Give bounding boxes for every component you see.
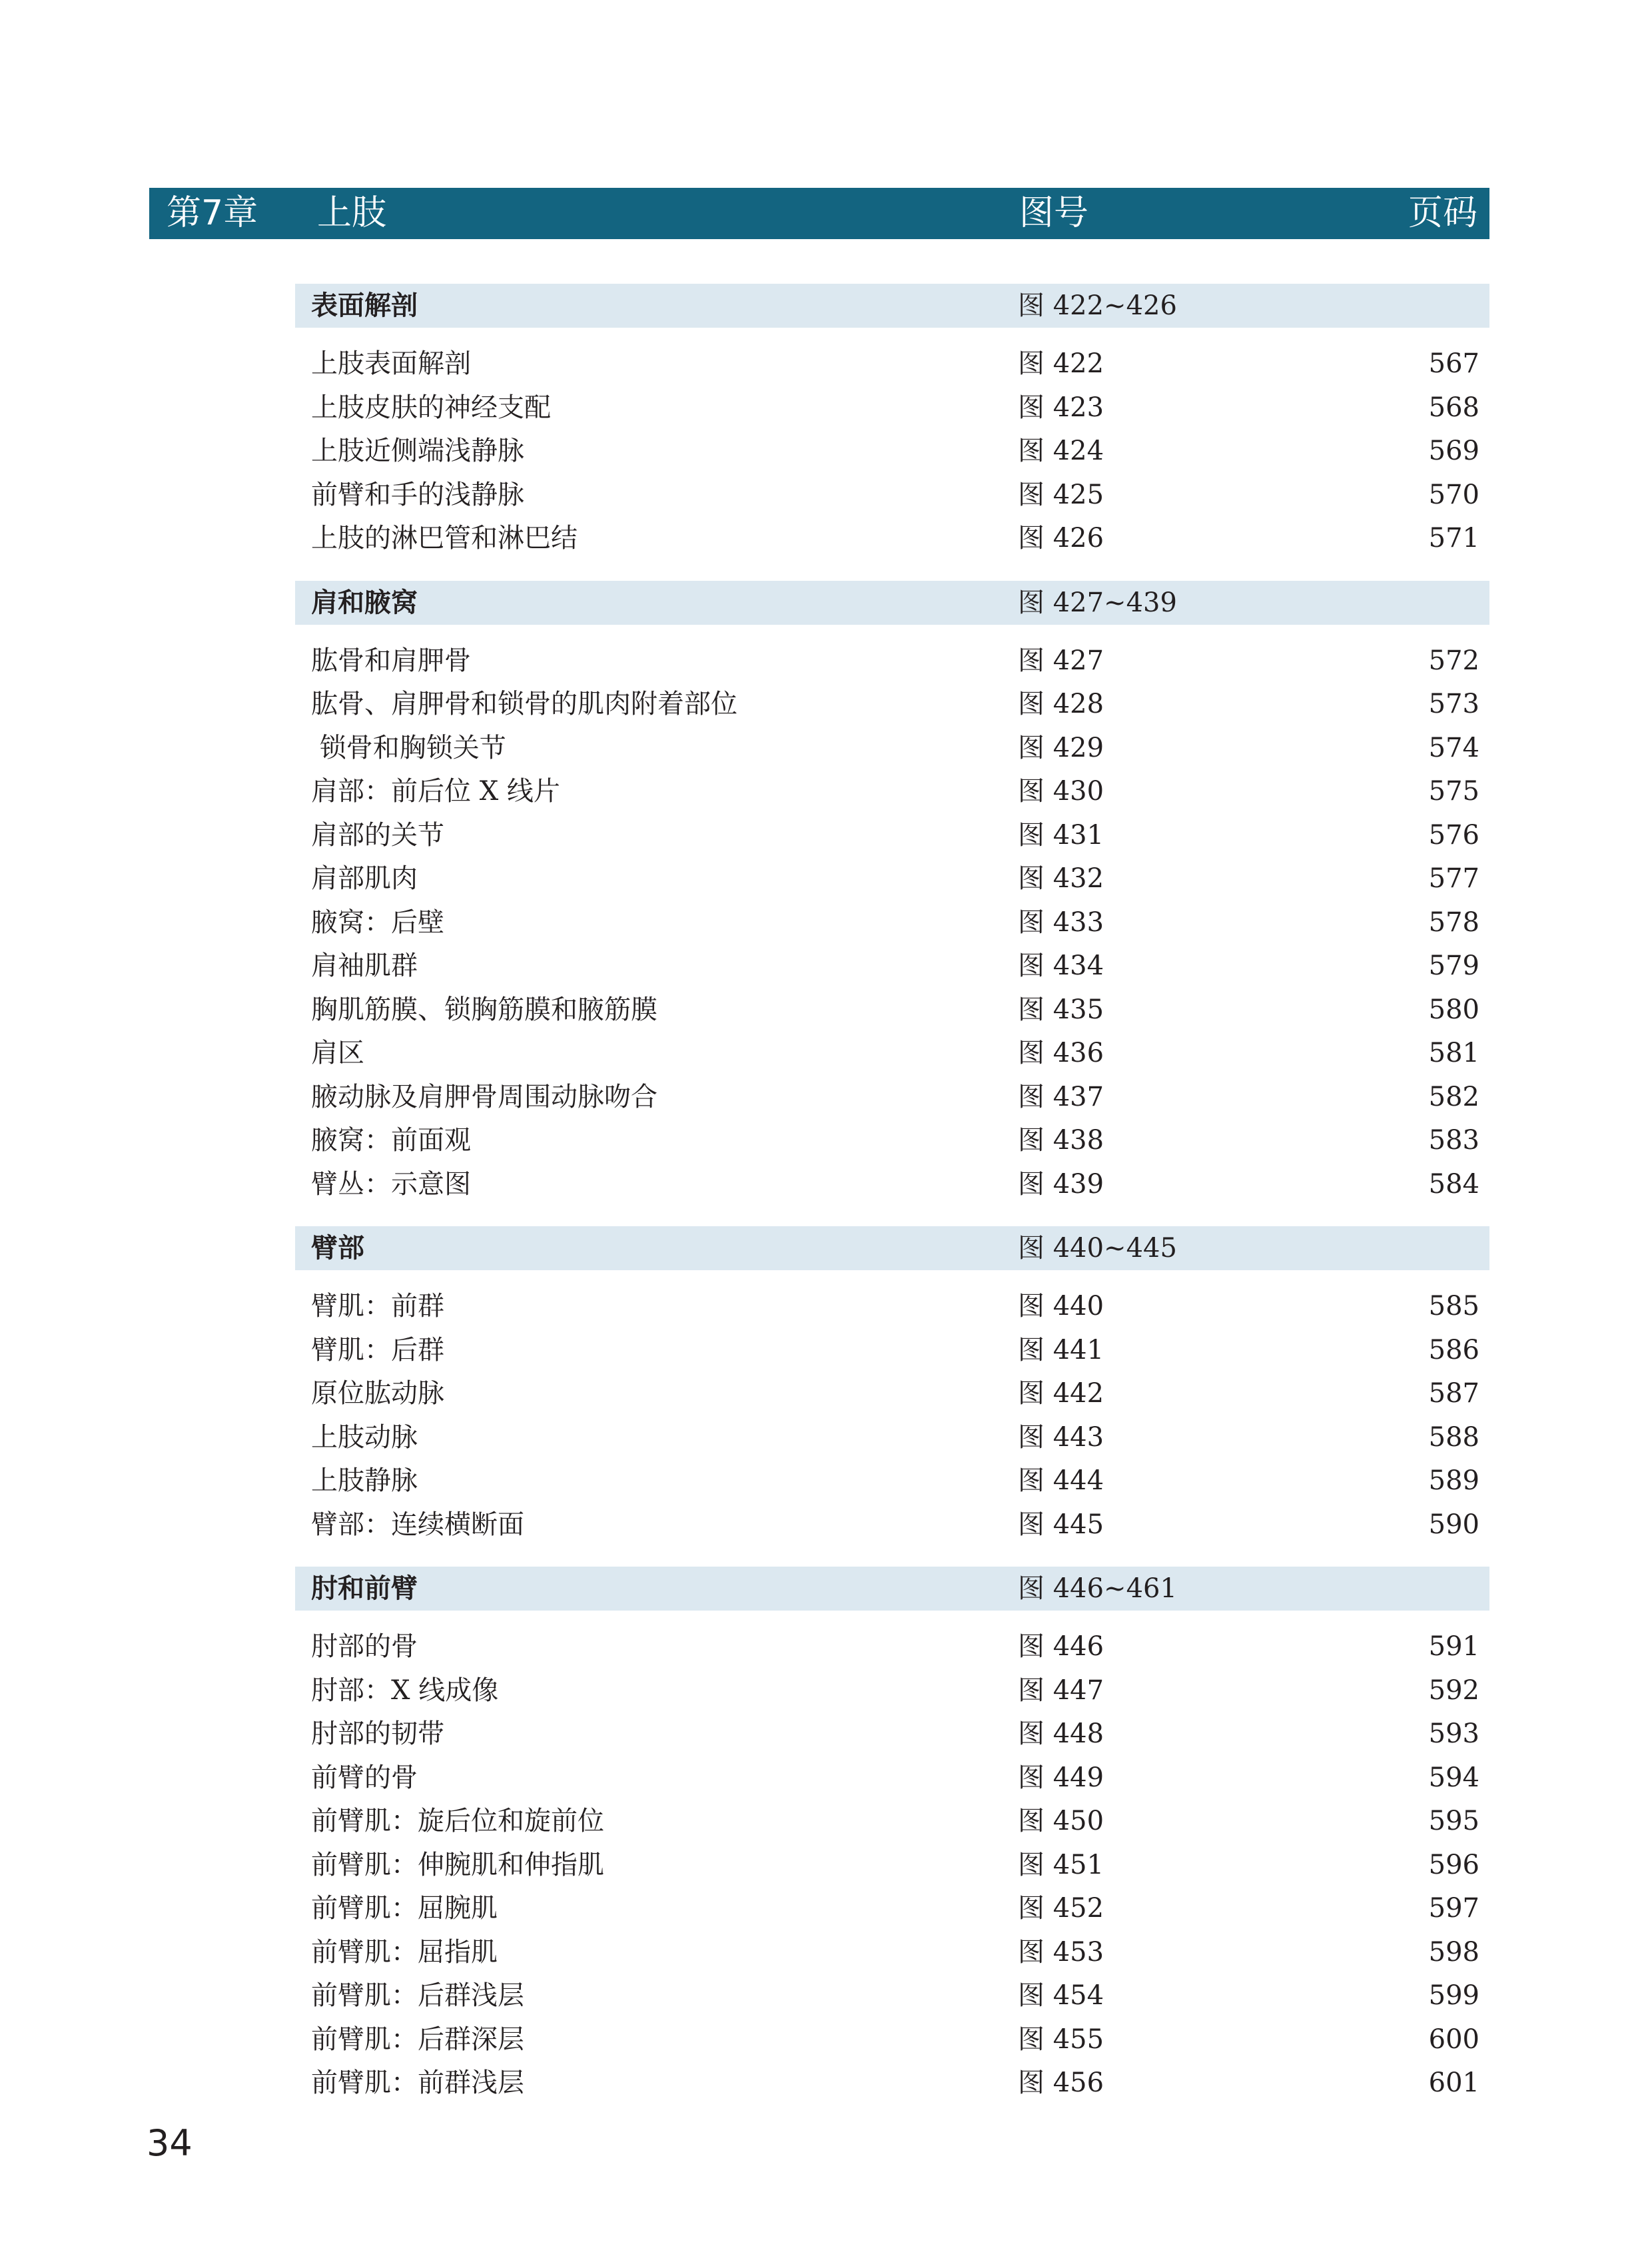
- entry-title: 前臂的骨: [311, 1762, 418, 1793]
- entry-figure: 图 434: [1018, 950, 1104, 981]
- entry-figure: 图 450: [1018, 1806, 1104, 1836]
- entry-page: 599: [1428, 1980, 1479, 2011]
- entry-title: 肘部的骨: [311, 1631, 418, 1662]
- entry-figure: 图 429: [1018, 732, 1104, 763]
- entry-figure: 图 446: [1018, 1631, 1104, 1662]
- entry-title: 肩袖肌群: [311, 950, 418, 981]
- entry-page: 590: [1428, 1509, 1479, 1540]
- entry-title: 肩部：前后位 X 线片: [311, 776, 560, 807]
- toc-entry[interactable]: [295, 342, 1489, 386]
- toc-entry[interactable]: [295, 517, 1489, 561]
- entry-title: 前臂肌：旋后位和旋前位: [311, 1806, 604, 1836]
- entry-title: 腋动脉及肩胛骨周围动脉吻合: [311, 1081, 657, 1112]
- entry-page: 567: [1428, 348, 1479, 379]
- entry-figure: 图 454: [1018, 1980, 1104, 2011]
- toc-entry[interactable]: [295, 1800, 1489, 1844]
- toc-entry[interactable]: [295, 1032, 1489, 1076]
- entry-title: 前臂肌：屈指肌: [311, 1936, 498, 1968]
- entry-title: 前臂肌：后群深层: [311, 2024, 524, 2055]
- section-title: 臂部: [311, 1233, 364, 1264]
- toc-entry[interactable]: [295, 1285, 1489, 1329]
- toc-section: [295, 1567, 1489, 2105]
- toc-entry[interactable]: [295, 1756, 1489, 1800]
- entry-page: 598: [1428, 1936, 1479, 1968]
- toc-entry[interactable]: [295, 1163, 1489, 1207]
- toc-entry[interactable]: [295, 1503, 1489, 1547]
- entry-figure: 图 442: [1018, 1378, 1104, 1409]
- entry-page: 594: [1428, 1762, 1479, 1793]
- toc-entry[interactable]: [295, 683, 1489, 727]
- entry-page: 582: [1428, 1081, 1479, 1112]
- entry-title: 肩区: [311, 1038, 364, 1068]
- entry-page: 573: [1428, 689, 1479, 719]
- toc-entry[interactable]: [295, 1712, 1489, 1756]
- section-figure-range: 图 446~461: [1018, 1573, 1177, 1604]
- toc-entry[interactable]: [295, 1459, 1489, 1503]
- entry-figure: 图 432: [1018, 863, 1104, 894]
- toc-entry[interactable]: [295, 1625, 1489, 1669]
- section-title: 肩和腋窝: [311, 587, 418, 618]
- entry-title: 上肢近侧端浅静脉: [311, 436, 524, 466]
- section-header: [295, 1226, 1489, 1270]
- entry-figure: 图 423: [1018, 392, 1104, 423]
- entry-title: 臂肌：前群: [311, 1291, 444, 1321]
- entry-page: 592: [1428, 1675, 1479, 1706]
- entry-figure: 图 425: [1018, 479, 1104, 510]
- entry-figure: 图 437: [1018, 1081, 1104, 1112]
- entry-page: 568: [1428, 392, 1479, 423]
- entry-page: 584: [1428, 1168, 1479, 1200]
- toc-entry[interactable]: [295, 857, 1489, 901]
- entry-title: 腋窝：后壁: [311, 907, 444, 938]
- page-number: 34: [147, 2122, 193, 2164]
- section-entries: [295, 1270, 1489, 1547]
- entry-page: 595: [1428, 1806, 1479, 1836]
- entry-figure: 图 422: [1018, 348, 1104, 379]
- entry-page: 576: [1428, 819, 1479, 851]
- entry-figure: 图 427: [1018, 645, 1104, 676]
- entry-page: 596: [1428, 1849, 1479, 1880]
- toc-entry[interactable]: [295, 2061, 1489, 2105]
- entry-figure: 图 435: [1018, 994, 1104, 1025]
- entry-page: 572: [1428, 645, 1479, 676]
- entry-page: 586: [1428, 1334, 1479, 1365]
- entry-page: 583: [1428, 1125, 1479, 1156]
- entry-figure: 图 451: [1018, 1849, 1104, 1880]
- entry-figure: 图 456: [1018, 2067, 1104, 2098]
- toc-entry[interactable]: [295, 988, 1489, 1032]
- section-header: [295, 284, 1489, 328]
- entry-page: 600: [1428, 2024, 1479, 2055]
- entry-title: 上肢静脉: [311, 1465, 418, 1496]
- entry-title: 肩部的关节: [311, 819, 444, 851]
- table-of-contents: [295, 284, 1489, 2125]
- entry-page: 575: [1428, 776, 1479, 807]
- entry-title: 腋窝：前面观: [311, 1125, 471, 1156]
- section-figure-range: 图 427~439: [1018, 587, 1177, 618]
- entry-title: 原位肱动脉: [311, 1378, 444, 1409]
- entry-title: 肱骨和肩胛骨: [311, 645, 471, 676]
- entry-title: 臂丛：示意图: [311, 1168, 471, 1200]
- section-header: [295, 581, 1489, 625]
- entry-title: 肩部肌肉: [311, 863, 418, 894]
- entry-page: 597: [1428, 1893, 1479, 1924]
- toc-entry[interactable]: [295, 1416, 1489, 1460]
- chapter-number: 第7章: [167, 193, 258, 233]
- section-entries: [295, 625, 1489, 1207]
- entry-title: 臂部：连续横断面: [311, 1509, 524, 1540]
- section-entries: [295, 328, 1489, 561]
- entry-title: 上肢皮肤的神经支配: [311, 392, 551, 423]
- entry-figure: 图 444: [1018, 1465, 1104, 1496]
- chapter-title: 上肢: [317, 193, 387, 233]
- entry-page: 591: [1428, 1631, 1479, 1662]
- section-figure-range: 图 422~426: [1018, 290, 1177, 321]
- entry-title: 臂肌：后群: [311, 1334, 444, 1365]
- entry-page: 601: [1428, 2067, 1479, 2098]
- entry-page: 574: [1428, 732, 1479, 763]
- entry-title: 上肢动脉: [311, 1421, 418, 1453]
- entry-figure: 图 426: [1018, 523, 1104, 554]
- toc-entry[interactable]: [295, 1844, 1489, 1888]
- section-figure-range: 图 440~445: [1018, 1233, 1177, 1264]
- entry-figure: 图 428: [1018, 689, 1104, 719]
- toc-entry[interactable]: [295, 2018, 1489, 2062]
- toc-entry[interactable]: [295, 1119, 1489, 1163]
- section-title: 表面解剖: [311, 290, 418, 321]
- page-column-header: 页码: [1408, 193, 1477, 233]
- entry-title: 肘部：X 线成像: [311, 1675, 499, 1706]
- figure-column-header: 图号: [1019, 193, 1089, 233]
- entry-title: 前臂和手的浅静脉: [311, 479, 524, 510]
- entry-figure: 图 441: [1018, 1334, 1104, 1365]
- entry-figure: 图 443: [1018, 1421, 1104, 1453]
- entry-title: 前臂肌：伸腕肌和伸指肌: [311, 1849, 604, 1880]
- entry-title: 上肢的淋巴管和淋巴结: [311, 523, 578, 554]
- entry-page: 589: [1428, 1465, 1479, 1496]
- entry-title: 前臂肌：前群浅层: [311, 2067, 524, 2098]
- entry-figure: 图 433: [1018, 907, 1104, 938]
- entry-figure: 图 453: [1018, 1936, 1104, 1968]
- toc-entry[interactable]: [295, 1669, 1489, 1713]
- entry-figure: 图 452: [1018, 1893, 1104, 1924]
- entry-figure: 图 438: [1018, 1125, 1104, 1156]
- toc-entry[interactable]: [295, 770, 1489, 814]
- entry-figure: 图 431: [1018, 819, 1104, 851]
- entry-figure: 图 445: [1018, 1509, 1104, 1540]
- toc-entry[interactable]: [295, 639, 1489, 683]
- section-title: 肘和前臂: [311, 1573, 418, 1604]
- entry-figure: 图 436: [1018, 1038, 1104, 1068]
- toc-section: [295, 581, 1489, 1207]
- toc-entry[interactable]: [295, 1974, 1489, 2018]
- toc-entry[interactable]: [295, 944, 1489, 988]
- toc-entry[interactable]: [295, 1329, 1489, 1373]
- toc-section: [295, 1226, 1489, 1547]
- entry-page: 578: [1428, 907, 1479, 938]
- entry-title: 胸肌筋膜、锁胸筋膜和腋筋膜: [311, 994, 657, 1025]
- entry-figure: 图 440: [1018, 1291, 1104, 1321]
- toc-entry[interactable]: [295, 386, 1489, 430]
- toc-entry[interactable]: [295, 814, 1489, 858]
- entry-figure: 图 430: [1018, 776, 1104, 807]
- entry-page: 569: [1428, 436, 1479, 466]
- toc-entry[interactable]: [295, 430, 1489, 474]
- entry-page: 577: [1428, 863, 1479, 894]
- entry-title: 肱骨、肩胛骨和锁骨的肌肉附着部位: [311, 689, 737, 719]
- entry-figure: 图 455: [1018, 2024, 1104, 2055]
- entry-figure: 图 448: [1018, 1718, 1104, 1749]
- entry-title: 肘部的韧带: [311, 1718, 444, 1749]
- entry-title: 前臂肌：后群浅层: [311, 1980, 524, 2011]
- toc-entry[interactable]: [295, 1372, 1489, 1416]
- entry-title: 锁骨和胸锁关节: [311, 732, 506, 763]
- entry-figure: 图 447: [1018, 1675, 1104, 1706]
- entry-page: 593: [1428, 1718, 1479, 1749]
- entry-page: 571: [1428, 523, 1479, 554]
- toc-entry[interactable]: [295, 1887, 1489, 1931]
- entry-page: 570: [1428, 479, 1479, 510]
- entry-figure: 图 439: [1018, 1168, 1104, 1200]
- entry-page: 580: [1428, 994, 1479, 1025]
- entry-page: 581: [1428, 1038, 1479, 1068]
- entry-figure: 图 424: [1018, 436, 1104, 466]
- toc-entry[interactable]: [295, 474, 1489, 518]
- chapter-header-bar: [149, 188, 1489, 239]
- toc-entry[interactable]: [295, 727, 1489, 771]
- entry-title: 前臂肌：屈腕肌: [311, 1893, 498, 1924]
- toc-entry[interactable]: [295, 1076, 1489, 1120]
- section-header: [295, 1567, 1489, 1611]
- entry-page: 588: [1428, 1421, 1479, 1453]
- toc-entry[interactable]: [295, 901, 1489, 945]
- entry-figure: 图 449: [1018, 1762, 1104, 1793]
- entry-page: 579: [1428, 950, 1479, 981]
- entry-page: 585: [1428, 1291, 1479, 1321]
- section-entries: [295, 1611, 1489, 2105]
- toc-entry[interactable]: [295, 1931, 1489, 1975]
- entry-title: 上肢表面解剖: [311, 348, 471, 379]
- entry-page: 587: [1428, 1378, 1479, 1409]
- toc-section: [295, 284, 1489, 561]
